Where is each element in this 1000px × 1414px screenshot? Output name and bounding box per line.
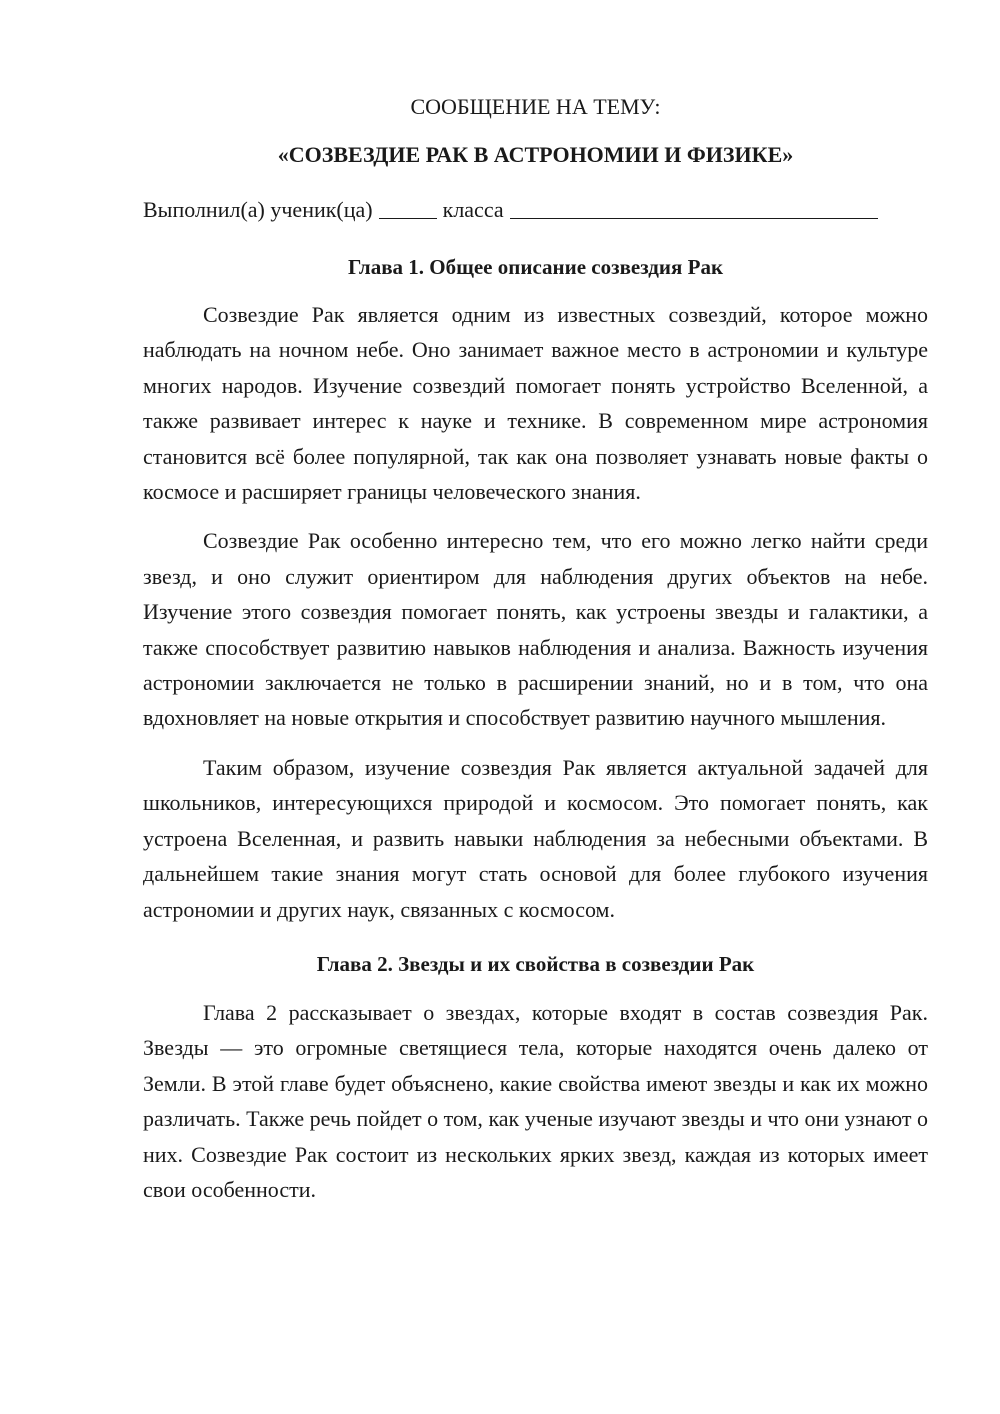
document-title-topic: «СОЗВЕЗДИЕ РАК В АСТРОНОМИИ И ФИЗИКЕ» [277, 142, 794, 167]
document-page [143, 92, 928, 1207]
author-line [143, 194, 928, 225]
author-prefix: Выполнил(а) ученик(ца) [143, 197, 373, 222]
author-class-word: класса [442, 197, 504, 222]
chapter-1-paragraph: Созвездие Рак особенно интересно тем, что его можно легко найти среди звезд, и оно служит ориентиром для наблюдения других объектов на небе. Изучение этого созвездия помогает понять, как устроены звезды и галактики, а также способствует развитию навыков наблюдения и анализа. Важность изучения астрономии заключается не только в расширении знаний, но и в том, что она вдохновляет на новые открытия и способствует развитию научного мышления. [143, 528, 928, 731]
document-title-label: СООБЩЕНИЕ НА ТЕМУ: [410, 94, 661, 119]
chapter-1-paragraph: Таким образом, изучение созвездия Рак является актуальной задачей для школьников, интересующихся природой и космосом. Это помогает понять, как устроена Вселенная, и развить навыки наблюдения за небесными объектами. В дальнейшем такие знания могут стать основой для более глубокого изучения астрономии и других наук, связанных с космосом. [143, 754, 928, 922]
chapter-2-heading: Глава 2. Звезды и их свойства в созвездии Рак [316, 951, 755, 976]
class-number-blank [379, 196, 437, 219]
chapter-1-heading: Глава 1. Общее описание созвездия Рак [347, 255, 724, 279]
chapter-1-paragraph: Созвездие Рак является одним из известных созвездий, которое можно наблюдать на ночном небе. Оно занимает важное место в астрономии и культуре многих народов. Изучение созвездий помогает понять устройство Вселенной, а также развивает интерес к науке и технике. В современном мире астрономия становится всё более популярной, так как она позволяет узнавать новые факты о космосе и расширяет границы человеческого знания. [143, 302, 928, 505]
chapter-2-paragraph: Глава 2 рассказывает о звездах, которые входят в состав созвездия Рак. Звезды — это огромные светящиеся тела, которые находятся очень далеко от Земли. В этой главе будет объяснено, какие свойства имеют звезды и как их можно различать. Также речь пойдет о том, как ученые изучают звезды и что они узнают о них. Созвездие Рак состоит из нескольких ярких звезд, каждая из которых имеет свои особенности. [143, 999, 928, 1202]
student-name-blank [510, 196, 878, 219]
